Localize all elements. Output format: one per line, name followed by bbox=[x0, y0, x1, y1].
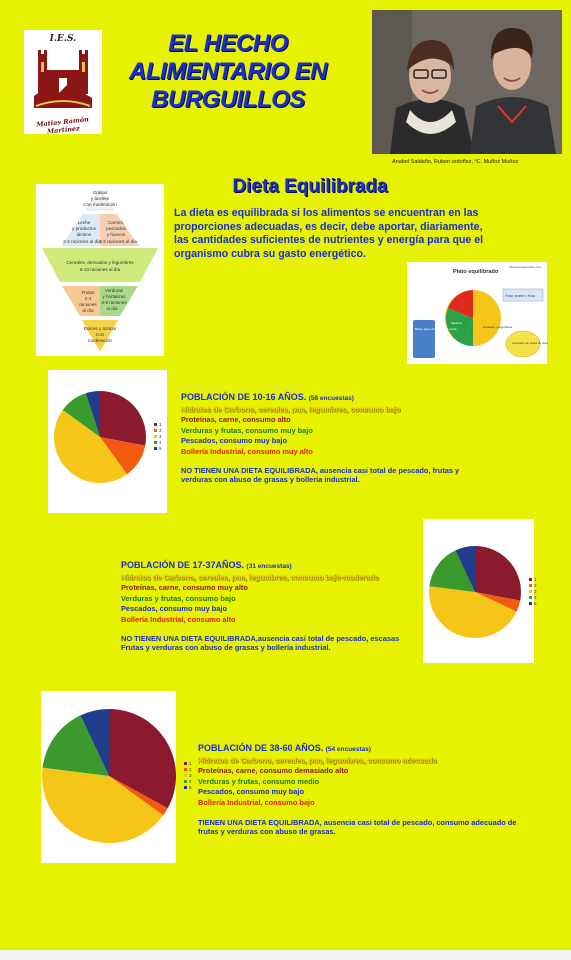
group-3-header bbox=[198, 743, 538, 756]
plate-cereal-label: Cereales y legumbres bbox=[483, 325, 513, 329]
pie-2-slice-1 bbox=[475, 546, 521, 601]
plate-oil-label: Cocinado con aceite de oliva bbox=[512, 341, 548, 345]
plate-fruit-label: Fruta: postre o fruta bbox=[505, 294, 535, 298]
pyramid-fruit-2: 2-4 bbox=[84, 296, 92, 301]
pie-3-legend-label-5: 5 bbox=[189, 785, 192, 790]
pie-3-legend-label-1: 1 bbox=[189, 761, 192, 766]
pie-3-legend-swatch-3 bbox=[184, 774, 187, 777]
pie-1-legend-swatch-1 bbox=[154, 423, 157, 426]
pyramid-meat-2: pescados bbox=[106, 226, 126, 231]
pie-1-legend-swatch-4 bbox=[154, 441, 157, 444]
plate-veg-label: Verdura bbox=[451, 321, 462, 325]
pie-chart-3 bbox=[41, 691, 192, 863]
pie-2-legend-label-2: 2 bbox=[534, 583, 537, 588]
pie-2-legend-label-5: 5 bbox=[534, 601, 537, 606]
group-2-pastries: Bollería Industrial, consumo alto bbox=[121, 614, 236, 624]
pyramid-veg-1: Verduras bbox=[104, 288, 124, 293]
pie-1-legend-swatch-5 bbox=[154, 447, 157, 450]
pie-1-legend-label-1: 1 bbox=[159, 422, 162, 427]
group-1-header bbox=[181, 392, 511, 405]
group-3-pastries: Bollería Industrial, consumo bajo bbox=[198, 797, 315, 807]
pyramid-cereals-2: 6-10 raciones al día bbox=[79, 267, 121, 272]
group-1-fish: Pescados, consumo muy bajo bbox=[181, 436, 287, 446]
authors-photo bbox=[372, 10, 562, 154]
pyramid-meat-3: y huevos bbox=[106, 232, 126, 237]
section-title: Dieta Equilibrada bbox=[232, 176, 388, 197]
food-pyramid bbox=[36, 184, 164, 356]
group-3-fish: Pescados, consumo muy bajo bbox=[198, 787, 304, 797]
pyramid-veg-4: al día bbox=[106, 306, 118, 311]
pyramid-sweets-1: Dulces y azúcar bbox=[83, 326, 117, 331]
pie-2-legend-label-4: 4 bbox=[534, 595, 537, 600]
group-2-vegetables: Verduras y frutas, consumo bajo bbox=[121, 593, 236, 603]
pie-2-legend-swatch-2 bbox=[529, 584, 532, 587]
pyramid-sweets-3: moderación bbox=[87, 338, 113, 343]
plate-title: Plato equilibrado bbox=[453, 269, 499, 275]
pie-3-legend-label-3: 3 bbox=[189, 773, 192, 778]
pyramid-top-label-1: Grasas bbox=[92, 190, 108, 195]
pie-1-legend-swatch-3 bbox=[154, 435, 157, 438]
group-3-vegetables: Verduras y frutas, consumo medio bbox=[198, 776, 320, 786]
balanced-plate-graphic bbox=[407, 262, 547, 364]
pyramid-fruit-4: al día bbox=[82, 308, 94, 313]
pyramid-veg-2: y hortalizas bbox=[102, 294, 126, 299]
pyramid-dairy-2: y productos bbox=[72, 226, 96, 231]
pie-1-legend-label-4: 4 bbox=[159, 440, 162, 445]
group-1-conclusion: NO TIENEN UNA DIETA EQUILIBRADA, ausencia casi total de pescado, frutas y verduras con abuso de grasas y bollería industrial. bbox=[181, 465, 460, 485]
pie-1-slice-1 bbox=[100, 391, 146, 446]
food-pyramid-graphic bbox=[36, 184, 164, 356]
pyramid-veg-3: 3-5 raciones bbox=[101, 300, 127, 305]
group-1-pastries: Bollería Industrial, consumo muy alto bbox=[181, 446, 313, 456]
group-2-conclusion: NO TIENEN UNA DIETA EQUILIBRADA,ausencia casi total de pescado, escasas Frutas y verduras con abuso de grasas y bollería industrial. bbox=[121, 633, 400, 653]
pie-chart-2 bbox=[423, 519, 537, 663]
pyramid-dairy-4: 2-3 raciones al día bbox=[63, 239, 101, 244]
photo-caption: Anabel Saldaño, Ruben ordoñez, ºC. Muñoz Muñoz bbox=[392, 159, 519, 165]
group-text-1 bbox=[181, 392, 511, 485]
pie-2-legend-swatch-3 bbox=[529, 590, 532, 593]
group-text-2 bbox=[121, 560, 421, 653]
authors-photo-image bbox=[372, 10, 562, 154]
group-3-conclusion: TIENEN UNA DIETA EQUILIBRADA, ausencia casi total de pescado, consumo adecuado de frutas y verduras con abuso de grasas. bbox=[198, 817, 517, 837]
pyramid-dairy-3: lácteos bbox=[76, 232, 92, 237]
pie-1-legend-label-5: 5 bbox=[159, 446, 162, 451]
pie-1-legend-label-2: 2 bbox=[159, 428, 162, 433]
pie-chart-card-3 bbox=[41, 691, 192, 863]
group-2-header bbox=[121, 560, 421, 573]
plate-water-label: Beber agua durante todo el día bbox=[415, 327, 457, 331]
plate-site: Ilbarcelonaudunline.com bbox=[509, 265, 542, 269]
pie-3-legend-label-2: 2 bbox=[189, 767, 192, 772]
pie-chart-card-1 bbox=[48, 370, 167, 513]
pyramid-top-label-2: y aceites bbox=[90, 196, 110, 201]
pyramid-dairy-1: Leche bbox=[77, 220, 91, 225]
pyramid-meat-4: 2-3 raciones al día bbox=[99, 239, 137, 244]
group-1-protein: Proteínas, carne, consumo alto bbox=[181, 415, 291, 425]
group-2-fish: Pescados, consumo muy bajo bbox=[121, 604, 227, 614]
group-text-3 bbox=[198, 743, 538, 837]
pie-1-legend-swatch-2 bbox=[154, 429, 157, 432]
group-1-count: (58 encuestas) bbox=[308, 395, 354, 402]
group-3-count: (54 encuestas) bbox=[325, 746, 371, 753]
pyramid-sweets-2: Con bbox=[95, 332, 105, 337]
pie-3-legend-swatch-1 bbox=[184, 762, 187, 765]
group-2-count: (31 encuestas) bbox=[246, 563, 292, 570]
pie-3-legend-swatch-5 bbox=[184, 786, 187, 789]
pyramid-fruit-3: raciones bbox=[79, 302, 97, 307]
logo-ies-text: I.E.S. bbox=[49, 34, 77, 44]
pie-3-legend-swatch-4 bbox=[184, 780, 187, 783]
castle-icon bbox=[32, 48, 94, 116]
group-3-carbs: Hidratos de Carbono, cereales, pan, legumbres, consumo adecuado bbox=[198, 755, 438, 765]
group-2-title: POBLACIÓN DE 17-37AÑOS. bbox=[121, 560, 245, 570]
school-logo bbox=[24, 30, 102, 134]
group-3-protein: Proteínas, carne, consumo demasiado alto bbox=[198, 766, 349, 776]
group-1-carbs: Hidratos de Carbono, cereales, pan, legumbres, consumo bajo bbox=[181, 404, 401, 414]
pie-2-legend-swatch-4 bbox=[529, 596, 532, 599]
pyramid-top-label-3: Con moderación bbox=[83, 202, 117, 207]
pyramid-fruit-1: Frutas bbox=[81, 290, 95, 295]
pie-chart-1 bbox=[48, 370, 167, 513]
pie-2-legend-swatch-1 bbox=[529, 578, 532, 581]
group-1-vegetables: Verduras y frutas, consumo muy bajo bbox=[181, 425, 313, 435]
poster-title: EL HECHO ALIMENTARIO EN BURGUILLOS bbox=[129, 30, 327, 113]
pie-2-legend-swatch-5 bbox=[529, 602, 532, 605]
intro-text: La dieta es equilibrada si los alimentos se encuentran en las proporciones adecuadas, es decir, debe aportar, diariamente, las cantidades suficientes de nutrientes y energía para que el organismo cubra su gasto energético. bbox=[174, 207, 484, 261]
pie-chart-card-2 bbox=[423, 519, 537, 663]
group-2-protein: Proteínas, carne, consumo muy alto bbox=[121, 583, 248, 593]
pie-3-legend-swatch-2 bbox=[184, 768, 187, 771]
pie-2-legend-label-3: 3 bbox=[534, 589, 537, 594]
pie-3-legend-label-4: 4 bbox=[189, 779, 192, 784]
pyramid-meat-1: Carnes, bbox=[107, 220, 125, 225]
logo-signature: Matias Ramón Martínez bbox=[35, 115, 90, 136]
group-2-carbs: Hidratos de Carbono, cereales, pan, legumbres, consumo bajo-moderado bbox=[121, 572, 379, 582]
group-3-title: POBLACIÓN DE 38-60 AÑOS. bbox=[198, 743, 324, 753]
pie-1-legend-label-3: 3 bbox=[159, 434, 162, 439]
pyramid-cereals-1: Cereales, derivados y legumbres bbox=[66, 260, 134, 265]
balanced-plate bbox=[407, 262, 547, 364]
pie-2-legend-label-1: 1 bbox=[534, 577, 537, 582]
group-1-title: POBLACIÓN DE 10-16 AÑOS. bbox=[181, 392, 307, 402]
